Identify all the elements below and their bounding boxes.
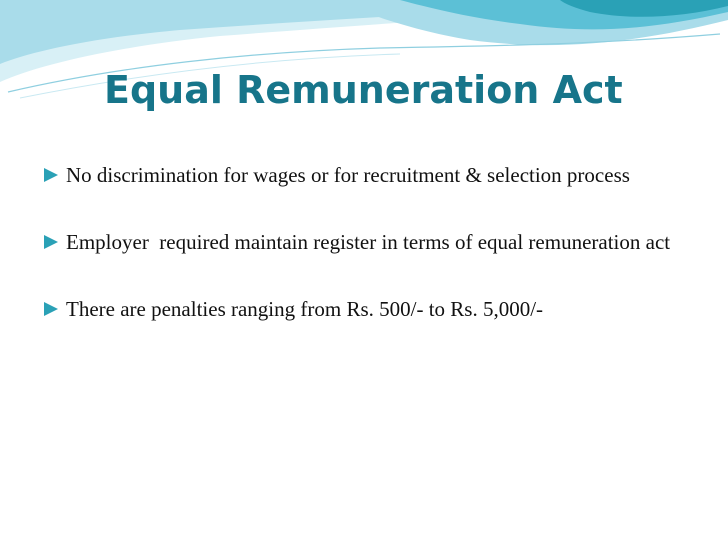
bullet-item [44,227,694,257]
triangle-bullet-icon [44,168,58,182]
bullet-text: Employer required maintain register in terms of equal remuneration act [66,230,671,254]
bullet-text: No discrimination for wages or for recruitment & selection process [66,163,630,187]
bullet-item [44,294,694,324]
bullet-text: There are penalties ranging from Rs. 500/- to Rs. 5,000/- [66,297,544,321]
triangle-bullet-icon [44,302,58,316]
bullet-item [44,160,694,190]
slide-title: Equal Remuneration Act [104,68,623,112]
bullet-list [44,160,694,324]
triangle-bullet-icon [44,235,58,249]
